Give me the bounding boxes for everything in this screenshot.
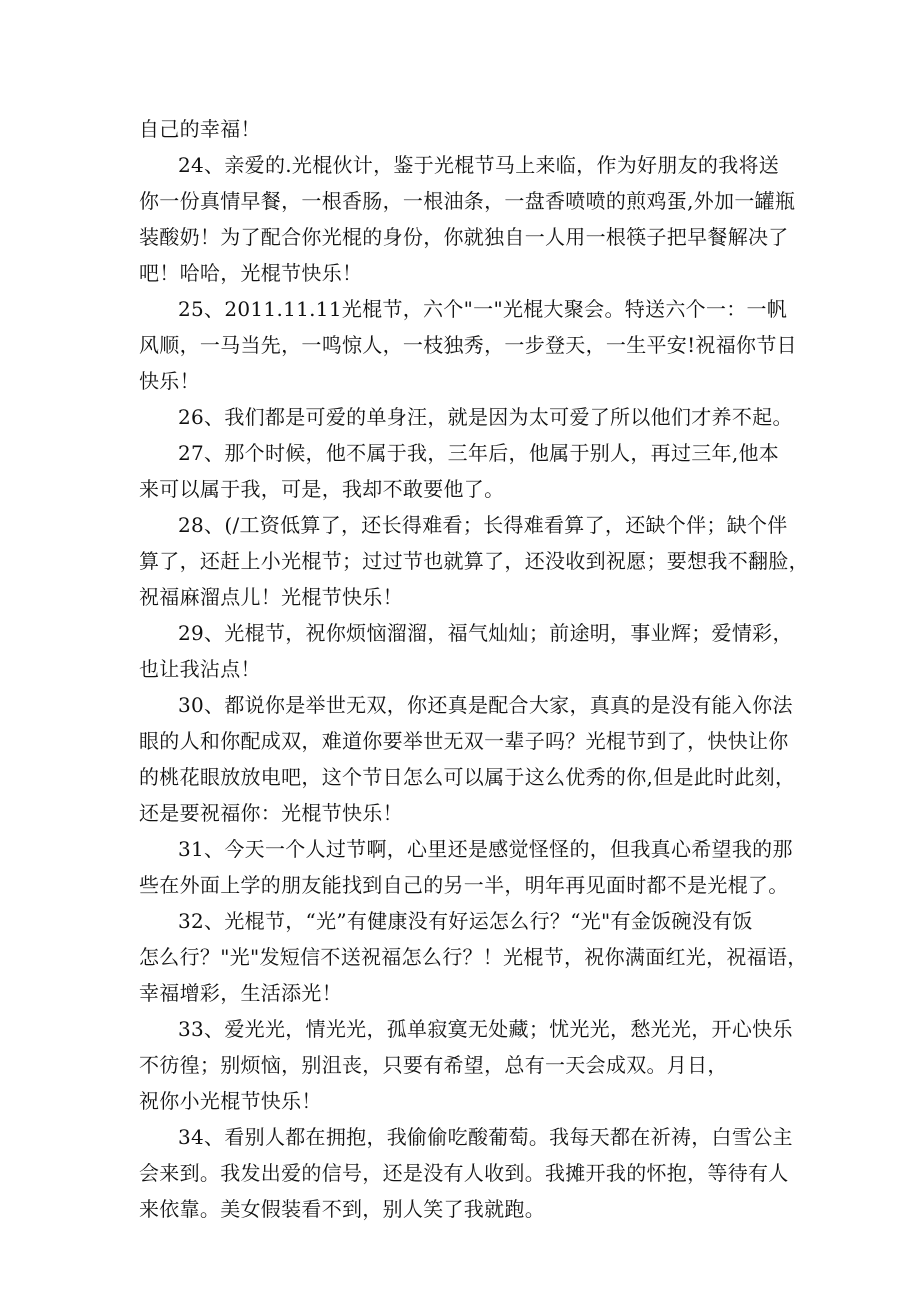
text-line: 31、今天一个人过节啊，心里还是感觉怪怪的，但我真心希望我的那 xyxy=(178,837,793,861)
text-line: 风顺，一马当先，一鸣惊人，一枝独秀，一步登天，一生平安!祝福你节日 xyxy=(139,333,797,357)
text-line: 些在外面上学的朋友能找到自己的另一半，明年再见面时都不是光棍了。 xyxy=(139,873,789,897)
text-line: 会来到。我发出爱的信号，还是没有人收到。我摊开我的怀抱，等待有人 xyxy=(139,1161,789,1185)
text-line: 来可以属于我，可是，我却不敢要他了。 xyxy=(139,477,505,501)
text-line: 25、2011.11.11光棍节，六个"一"光棍大聚会。特送六个一：一帆 xyxy=(178,297,788,321)
text-line: 自己的幸福！ xyxy=(139,117,261,141)
text-line: 34、看别人都在拥抱，我偷偷吃酸葡萄。我每天都在祈祷，白雪公主 xyxy=(178,1125,793,1149)
text-line: 吧！哈哈，光棍节快乐！ xyxy=(139,261,363,285)
text-line: 24、亲爱的.光棍伙计，鉴于光棍节马上来临，作为好朋友的我将送 xyxy=(178,153,780,177)
text-line: 装酸奶！为了配合你光棍的身份，你就独自一人用一根筷子把早餐解决了 xyxy=(139,225,789,249)
text-line: 你一份真情早餐，一根香肠，一根油条，一盘香喷喷的煎鸡蛋,外加一罐瓶 xyxy=(139,189,796,213)
text-line: 祝福麻溜点儿！光棍节快乐！ xyxy=(139,585,403,609)
text-line: 眼的人和你配成双，难道你要举世无双一辈子吗？光棍节到了，快快让你 xyxy=(139,729,789,753)
text-line: 怎么行？"光"发短信不送祝福怎么行？！光棍节，祝你满面红光，祝福语， xyxy=(139,945,808,969)
text-line: 32、光棍节，“光”有健康没有好运怎么行？“光"有金饭碗没有饭 xyxy=(178,909,753,933)
text-line: 还是要祝福你：光棍节快乐！ xyxy=(139,801,403,825)
text-line: 不彷徨；别烦恼，别沮丧，只要有希望，总有一天会成双。月日， xyxy=(139,1053,728,1077)
text-line: 26、我们都是可爱的单身汪，就是因为太可爱了所以他们才养不起。 xyxy=(178,405,793,429)
text-line: 的桃花眼放放电吧，这个节日怎么可以属于这么优秀的你,但是此时此刻， xyxy=(139,765,796,789)
text-line: 也让我沾点！ xyxy=(139,657,261,681)
text-line: 算了，还赶上小光棍节；过过节也就算了，还没收到祝愿；要想我不翻脸， xyxy=(139,549,809,573)
text-line: 30、都说你是举世无双，你还真是配合大家，真真的是没有能入你法 xyxy=(178,693,793,717)
text-line: 祝你小光棍节快乐！ xyxy=(139,1089,322,1113)
text-line: 快乐！ xyxy=(139,369,200,393)
text-line: 29、光棍节，祝你烦恼溜溜，福气灿灿；前途明，事业辉；爱情彩， xyxy=(178,621,793,645)
text-line: 来依靠。美女假装看不到，别人笑了我就跑。 xyxy=(139,1197,545,1221)
text-line: 27、那个时候，他不属于我，三年后，他属于别人，再过三年,他本 xyxy=(178,441,780,465)
text-line: 幸福增彩，生活添光！ xyxy=(139,981,342,1005)
text-line: 33、爱光光，情光光，孤单寂寞无处藏；忧光光，愁光光，开心快乐 xyxy=(178,1017,793,1041)
text-line: 28、(/工资低算了，还长得难看；长得难看算了，还缺个伴；缺个伴 xyxy=(178,513,788,537)
